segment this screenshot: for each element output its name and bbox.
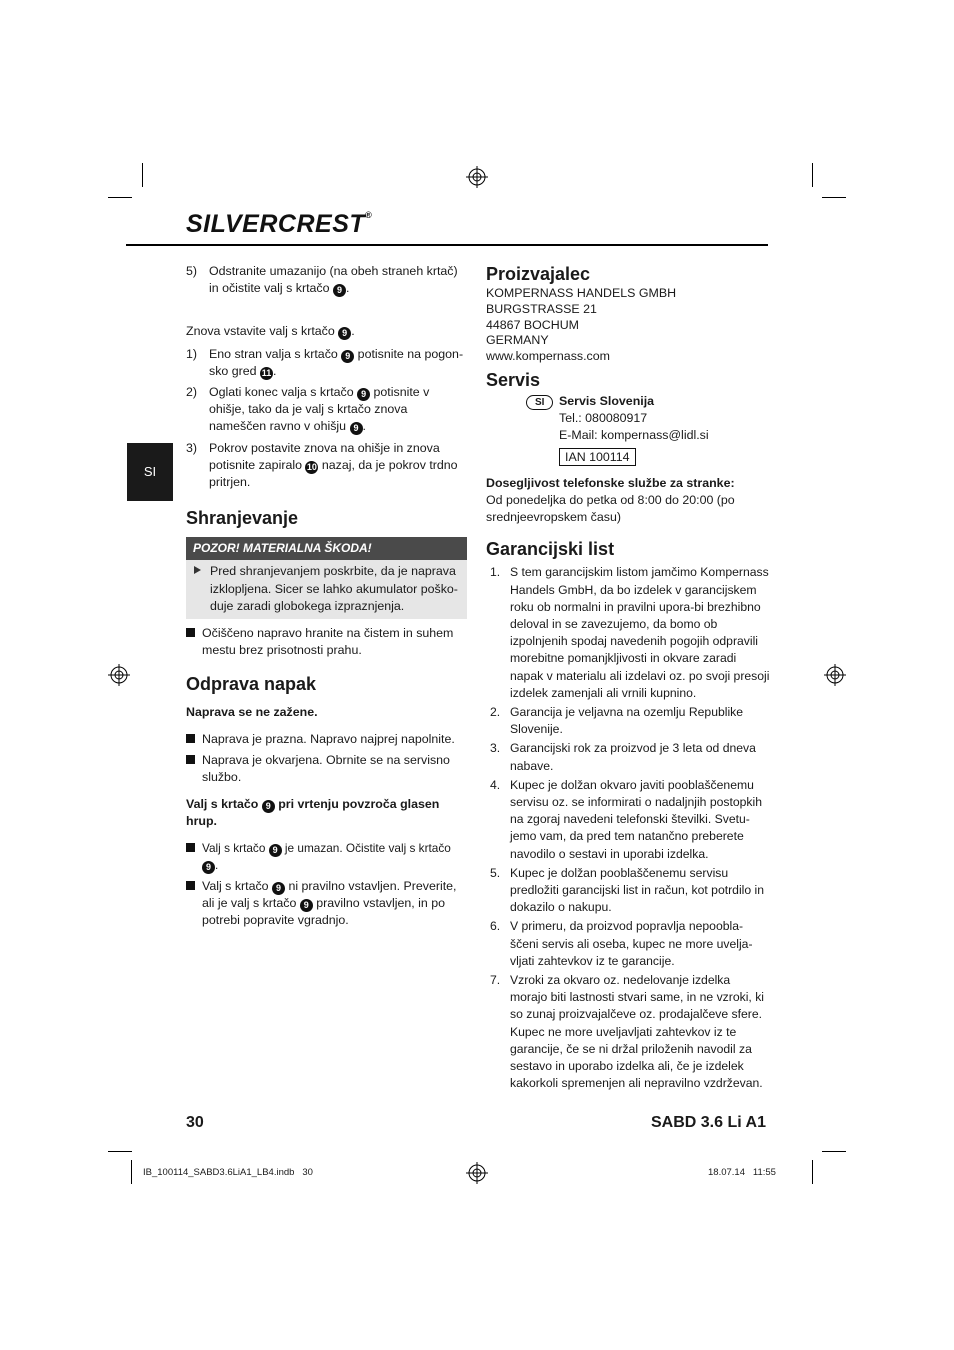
problem-2-title: Valj s krtačo 9 pri vrtenju povzroča glasen hrup. xyxy=(186,797,440,829)
troubleshoot-heading: Odprava napak xyxy=(186,674,317,695)
part-9-icon: 9 xyxy=(300,899,313,912)
registration-mark-icon xyxy=(466,1162,488,1184)
crop-mark xyxy=(108,197,132,198)
crop-mark xyxy=(822,1151,846,1152)
country-badge: SI xyxy=(526,395,553,410)
warranty-list xyxy=(486,564,770,1092)
service-block: SI Servis Slovenija Tel.: 080080917 E-Mail: kompernass@lidl.si IAN 100114 xyxy=(486,393,770,466)
part-11-icon: 11 xyxy=(261,367,272,378)
part-10-icon: 10 xyxy=(306,461,317,472)
warranty-item: 3. Garancijski rok za proizvod je 3 leta od dneva nabave. xyxy=(490,741,756,773)
warranty-item: 4. Kupec je dolžan okvaro javiti pooblaščenemu servisu oz. se informirati o nadaljnjih postopkih na zgoraj navedeni telefonski številki. Svetu-jemo vam, da pred tem natančno preberete navodilo o sestavi in uporabi izdelka. xyxy=(490,777,762,861)
registration-mark-icon xyxy=(824,664,846,686)
crop-mark xyxy=(822,197,846,198)
warning-title: POZOR! MATERIALNA ŠKODA! xyxy=(186,537,467,560)
problem-1-title: Naprava se ne zažene. xyxy=(186,705,318,720)
crop-mark xyxy=(812,1160,813,1184)
crop-mark xyxy=(131,1160,132,1184)
warning-box xyxy=(186,537,467,619)
crop-mark xyxy=(142,163,143,187)
problem-1-bullet-1: Naprava je prazna. Napravo najprej napolnite. xyxy=(186,731,467,748)
part-9-icon: 9 xyxy=(262,800,275,813)
registration-mark-icon xyxy=(108,664,130,686)
problem-2-bullet-1: Valj s krtačo 9 je umazan. Očistite valj s krtačo 9 . xyxy=(186,840,467,874)
ian-box: IAN 100114 xyxy=(559,448,636,466)
step-1: 1) Eno stran valja s krtačo 9 potisnite na pogon-sko gred 11 . xyxy=(186,346,464,378)
part-9-icon: 9 xyxy=(333,284,346,297)
model-name: SABD 3.6 Li A1 xyxy=(651,1114,766,1131)
print-date: 18.07.14 11:55 xyxy=(708,1167,776,1178)
part-9-icon: 9 xyxy=(341,350,354,363)
step-5: 5) Odstranite umazanijo (na obeh straneh krtač) in očistite valj s krtačo 9 . xyxy=(186,264,458,296)
bullet-icon xyxy=(186,755,195,764)
part-9-icon: 9 xyxy=(357,388,370,401)
part-9-icon: 9 xyxy=(269,844,282,857)
warranty-item: 5. Kupec je dolžan pooblaščenemu servisu predložiti garancijski list in račun, kot potrdilo in dokazilo o nakupu. xyxy=(490,865,765,915)
arrow-icon xyxy=(194,566,201,574)
warning-body: Pred shranjevanjem poskrbite, da je naprava izklopljena. Sicer se lahko akumulator poško-duje zaradi globokega izpraznjenja. xyxy=(186,560,467,619)
part-9-icon: 9 xyxy=(338,327,351,340)
part-9-icon: 9 xyxy=(272,882,285,895)
manufacturer-address: KOMPERNASS HANDELS GMBH BURGSTRASSE 21 44867 BOCHUM GERMANY www.kompernass.com xyxy=(486,286,677,364)
step-2: 2) Oglati konec valja s krtačo 9 potisnite v ohišje, tako da je valj s krtačo znova nameščen ravno v ohišju 9 . xyxy=(186,385,430,434)
bullet-icon xyxy=(186,628,195,637)
availability-title: Dosegljivost telefonske službe za stranke: xyxy=(486,475,735,490)
part-9-icon: 9 xyxy=(202,861,215,874)
crop-mark xyxy=(812,163,813,187)
left-column xyxy=(186,263,467,930)
step-3: 3) Pokrov postavite znova na ohišje in znova potisnite zapiralo 10 nazaj, da je pokrov trdno pritrjen. xyxy=(186,440,458,490)
bullet-icon xyxy=(186,881,195,890)
storage-heading: Shranjevanje xyxy=(186,508,299,529)
registration-mark-icon xyxy=(466,166,488,188)
problem-1-bullet-2: Naprava je okvarjena. Obrnite se na servisno službo. xyxy=(186,752,467,786)
warranty-item: 1. S tem garancijskim listom jamčimo Kompernass Handels GmbH, da bo izdelek v garancijskem roku ob normalni in pravilni upora-bi brezhibno deloval in se zavezujemo, da bomo ob izpolnjenih spodaj navedenih pogojih odpravili morebitne pomanjkljivosti in okvare zaradi napak v materialu ali izdelavi oz. po svoji presoji izdelek zamenjali ali vrnili kupnino. xyxy=(490,565,770,700)
right-column xyxy=(486,263,770,1093)
crop-mark xyxy=(108,1151,132,1152)
warranty-item: 2. Garancija je veljavna na ozemlju Republike Slovenije. xyxy=(490,705,744,737)
warranty-item: 7. Vzroki za okvaro oz. nedelovanje izdelka morajo biti lastnosti stvari same, in ne vzroki, ki so zunaj proizvajalčeve oz. prodajalčeve sfere. Kupec ne more uveljavljati zahtevkov iz te garancije, če se ni držal priloženih navodil za sestavo in uporabo izdelka ali, če je izdelek kakorkoli spremenjen ali nepravilno vzdrževan. xyxy=(490,973,764,1091)
storage-bullet: Očiščeno napravo hranite na čistem in suhem mestu brez prisotnosti prahu. xyxy=(186,625,467,659)
service-heading: Servis xyxy=(486,369,541,390)
part-9-icon: 9 xyxy=(350,422,363,435)
page-number: 30 xyxy=(186,1114,204,1131)
problem-2-bullet-2: Valj s krtačo 9 ni pravilno vstavljen. Preverite, ali je valj s krtačo 9 pravilno vstavljen, in po potrebi popravite vgradnjo. xyxy=(186,878,467,930)
warranty-heading: Garancijski list xyxy=(486,539,615,560)
header-rule xyxy=(126,244,768,246)
bullet-icon xyxy=(186,734,195,743)
brand-logo: SILVERCREST® xyxy=(186,210,373,238)
language-tab: SI xyxy=(127,443,173,501)
bullet-icon xyxy=(186,843,195,852)
manufacturer-heading: Proizvajalec xyxy=(486,264,591,284)
availability-text: Od ponedeljka do petka od 8:00 do 20:00 (po srednjeevropskem času) xyxy=(486,493,735,525)
warranty-item: 6. V primeru, da proizvod popravlja nepoobla-ščeni servis ali oseba, kupec ne more uvelja-vljati zahtevkov iz te garancije. xyxy=(490,919,753,968)
print-file-slug: IB_100114_SABD3.6LiA1_LB4.indb 30 xyxy=(143,1167,313,1178)
reinsert-intro: Znova vstavite valj s krtačo 9 . xyxy=(186,324,355,339)
